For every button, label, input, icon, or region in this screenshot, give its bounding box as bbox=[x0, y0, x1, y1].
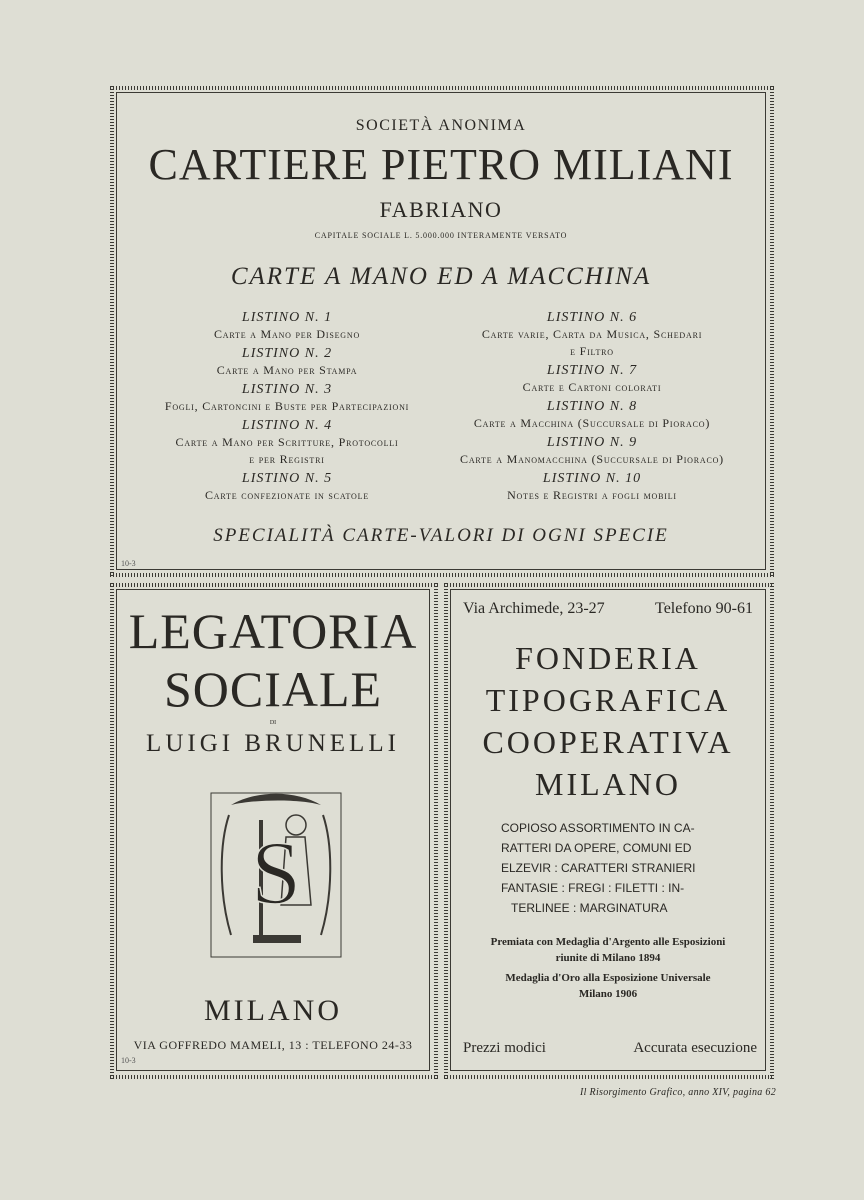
listing-2: LISTINO N. 2 Carte a Mano per Stampa bbox=[216, 346, 358, 377]
right-dotted-bottom bbox=[444, 1075, 774, 1079]
left-dotted-left bbox=[110, 583, 114, 1079]
award-gold: Medaglia d'Oro alla Esposizione Universale Milano 1906 bbox=[505, 972, 711, 1000]
fonderia-name-1: FONDERIA bbox=[515, 640, 701, 676]
company-type: SOCIETÀ ANONIMA bbox=[355, 117, 527, 134]
top-ad-code: 10-3 bbox=[121, 559, 136, 568]
left-listings-column bbox=[147, 307, 427, 504]
top-dotted-rule-bottom bbox=[110, 573, 774, 577]
assortment-text: COPIOSO ASSORTIMENTO IN CA- RATTERI DA OPERE, COMUNI ED ELZEVIR : CARATTERI STRANIERI FANTASIE : FREGI : FILETTI : IN- TERLINEE : MARGINATURA bbox=[501, 821, 696, 915]
company-name: CARTIERE PIETRO MILIANI bbox=[148, 140, 734, 189]
legatoria-city: MILANO bbox=[204, 994, 342, 1027]
left-advertisement bbox=[116, 589, 430, 1071]
ls-monogram-illustration bbox=[201, 785, 351, 965]
right-listings-column bbox=[447, 307, 737, 504]
quality-note: Accurata esecuzione bbox=[633, 1040, 757, 1056]
fonderia-name-2: TIPOGRAFICA bbox=[485, 682, 731, 718]
left-dotted-top bbox=[110, 583, 438, 587]
svg-text:S: S bbox=[250, 824, 302, 923]
right-dotted-right bbox=[770, 583, 774, 1079]
right-dotted-top bbox=[444, 583, 774, 587]
left-dotted-bottom bbox=[110, 1075, 438, 1079]
listing-4: LISTINO N. 4 Carte a Mano per Scritture, Protocolli e per Registri bbox=[175, 418, 399, 466]
fonderia-name-4: MILANO bbox=[535, 766, 681, 802]
right-dotted-left bbox=[444, 583, 448, 1079]
prices-note: Prezzi modici bbox=[463, 1040, 546, 1056]
top-dotted-left bbox=[110, 86, 114, 576]
di-label: DI bbox=[269, 720, 277, 726]
sociale-title: SOCIALE bbox=[163, 661, 383, 717]
fonderia-address: Via Archimede, 23-27 bbox=[463, 600, 605, 617]
capital-line: CAPITALE SOCIALE L. 5.000.000 INTERAMENTE VERSATO bbox=[314, 231, 568, 240]
left-dotted-right bbox=[434, 583, 438, 1079]
company-city: FABRIANO bbox=[379, 197, 503, 222]
listing-5: LISTINO N. 5 Carte confezionate in scatole bbox=[204, 471, 370, 502]
section-heading: CARTE A MANO ED A MACCHINA bbox=[230, 263, 652, 290]
top-dotted-right bbox=[770, 86, 774, 576]
left-ad-code: 10-3 bbox=[121, 1056, 136, 1065]
top-advertisement bbox=[116, 92, 766, 570]
legatoria-address: VIA GOFFREDO MAMELI, 13 : TELEFONO 24-33 bbox=[133, 1038, 413, 1052]
specialty-line: SPECIALITÀ CARTE-VALORI DI OGNI SPECIE bbox=[213, 525, 669, 546]
listing-8: LISTINO N. 8 Carte a Macchina (Succursale di Pioraco) bbox=[473, 399, 711, 430]
fonderia-name-3: COOPERATIVA bbox=[482, 724, 734, 760]
top-dotted-rule bbox=[110, 86, 774, 90]
listing-10: LISTINO N. 10 Notes e Registri a fogli mobili bbox=[507, 471, 677, 502]
fonderia-phone: Telefono 90-61 bbox=[655, 600, 753, 617]
listing-6: LISTINO N. 6 Carte varie, Carta da Musica, Schedari e Filtro bbox=[481, 310, 703, 358]
owner-name: LUIGI BRUNELLI bbox=[146, 730, 400, 757]
right-advertisement bbox=[450, 589, 766, 1071]
award-silver: Premiata con Medaglia d'Argento alle Esposizioni riunite di Milano 1894 bbox=[490, 936, 726, 964]
listing-1: LISTINO N. 1 Carte a Mano per Disegno bbox=[213, 310, 361, 341]
listing-9: LISTINO N. 9 Carte a Manomacchina (Succursale di Pioraco) bbox=[460, 435, 724, 466]
listing-3: LISTINO N. 3 Fogli, Cartoncini e Buste per Partecipazioni bbox=[164, 382, 410, 413]
listing-7: LISTINO N. 7 Carte e Cartoni colorati bbox=[522, 363, 662, 394]
legatoria-title: LEGATORIA bbox=[128, 603, 418, 659]
page-footer: Il Risorgimento Grafico, anno XIV, pagina 62 bbox=[580, 1087, 776, 1098]
